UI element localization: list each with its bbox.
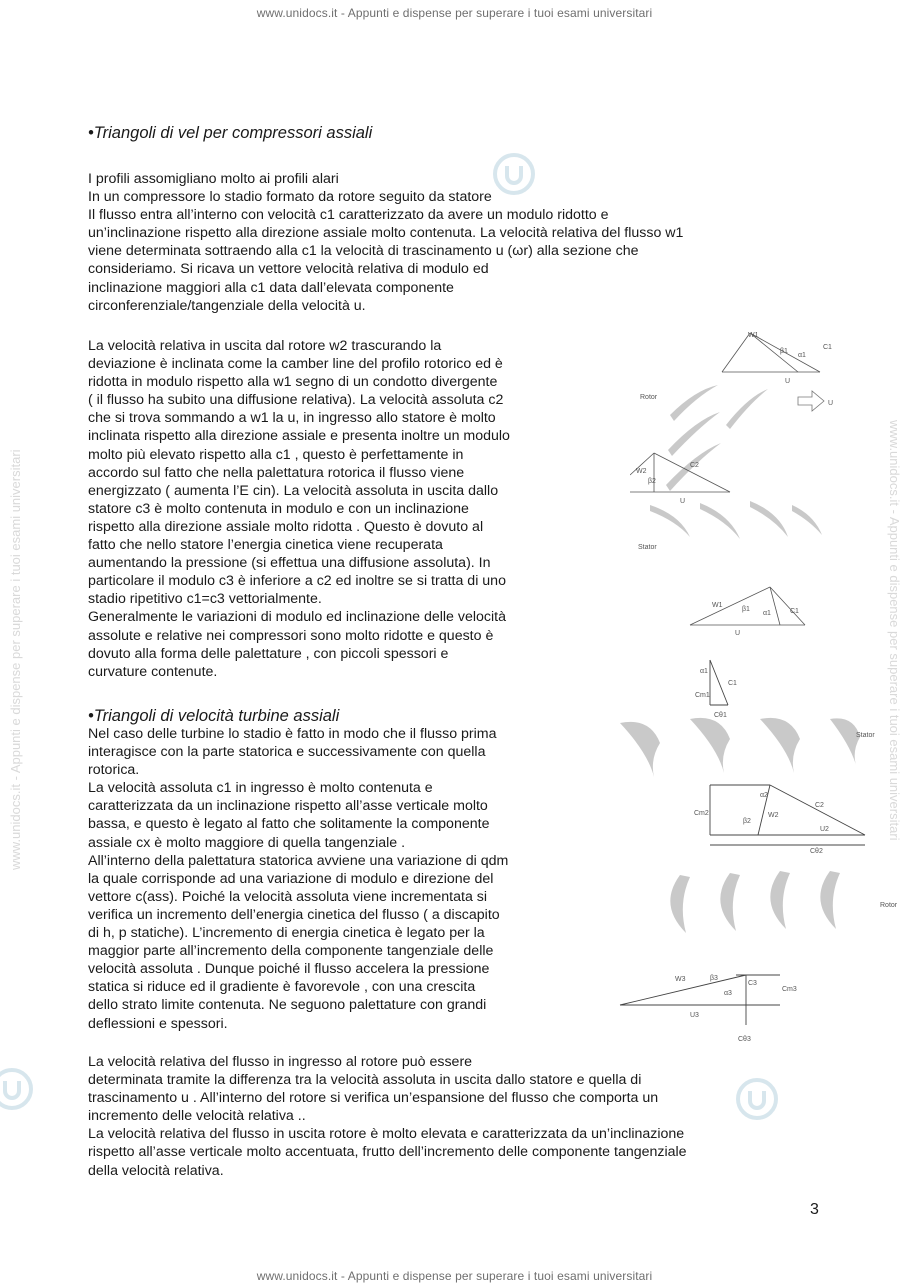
- footer-banner: www.unidocs.it - Appunti e dispense per superare i tuoi esami universitari: [256, 1269, 653, 1283]
- turbine-inlet-triangle: [710, 660, 728, 705]
- tri2-u-label: U: [680, 498, 686, 505]
- inlet-ct-label: Cθ1: [714, 712, 727, 719]
- tri2-beta-label: β2: [648, 478, 656, 485]
- tri3-c-label: C1: [790, 608, 799, 615]
- inlet-cm-label: Cm1: [695, 692, 710, 699]
- tri3-beta-label: β1: [742, 606, 750, 613]
- section-title-turbines: •Triangoli di velocità turbine assiali: [88, 707, 340, 725]
- mid-beta-label: β2: [743, 818, 751, 825]
- tri1-w-label: W1: [748, 332, 759, 339]
- section2-paragraph1: Nel caso delle turbine lo stadio è fatto in modo che il flusso prima interagisce con la parte statorica e successivamente con quella rotorica. La velocità assoluta c1 in ingresso è molto contenuta e caratterizzata da un inclinazione rispetto all’asse verticale molto bassa, e questo è legato al fatto che solitamente la componente assiale cx è molto maggiore di quella tangenziale . All’interno della palettatura statorica avviene una variazione di qdm la quale corrisponde ad una variazione di modulo e direzione del vettore c(ass). Poiché la velocità assoluta viene incrementata si verifica un incremento dell’energia cinetica del flusso ( a discapito di h, p statiche). L’incremento di energia cinetica è legato per la maggior parte all’incremento della componente tangenziale delle velocità assoluta . Dunque poiché il flusso accelera la pressione statica si riduce ed il gradiente è favorevole , con una crescita dello strato limite contenuta. Ne seguono palettature con grandi deflessioni e spessori.: [88, 726, 509, 1032]
- section1-paragraph2: La velocità relativa in uscita dal rotore w2 trascurando la deviazione è inclinata come la camber line del profilo rotorico ed è ridotta in modulo rispetto alla w1 segno di un condotto divergente ( il flusso ha subito una diffusione relativa). La velocità assoluta c2 che si trova sommando a w1 la u, in ingresso allo statore è molto inclinata rispetto alla direzione assiale e presenta inoltre un modulo molto più elevato rispetto alla c1 , questo è perfettamente in accordo sul fatto che nella palettatura rotorica il flusso viene energizzato ( aumenta l’E cin). La velocità assoluta in uscita dallo statore c3 è molto contenuta in modulo e con un inclinazione rispetto alla direzione assiale molto ridotta . Questo è dovuto al fatto che nello statore l’energia cinetica viene recuperata aumentando la pressione (si effettua una diffusione assoluta). In particolare il modulo c3 è inferiore a c2 ed inoltre se si tratta di uno stadio ripetitivo c1=c3 vettorialmente. Generalmente le variazioni di modulo ed inclinazione delle velocità assolute e relative nei compressori sono molto ridotte e questo è dovuto alla forma delle palettature , con piccoli spessori e curvature contenute.: [88, 338, 510, 680]
- mid-cm-label: Cm2: [694, 810, 709, 817]
- rotor-blades: [666, 385, 768, 491]
- turbine-rotor-blades: [670, 871, 840, 933]
- tri3-u-label: U: [735, 630, 741, 637]
- tri1-u-label: U: [785, 378, 791, 385]
- tri3-alpha-label: α1: [763, 610, 771, 617]
- turbine-stator-blades: [620, 718, 860, 777]
- stator-label-turbine: Stator: [856, 732, 875, 739]
- exit-beta-label: β3: [710, 975, 718, 982]
- mid-w-label: W2: [768, 812, 779, 819]
- mid-u-label: U2: [820, 826, 829, 833]
- exit-u-label: U3: [690, 1012, 699, 1019]
- header-banner: www.unidocs.it - Appunti e dispense per superare i tuoi esami universitari: [256, 6, 653, 20]
- exit-alpha-label: α3: [724, 990, 732, 997]
- tri1-c-label: C1: [823, 344, 832, 351]
- unidocs-logo-icon: [0, 1065, 36, 1113]
- exit-cm-label: Cm3: [782, 986, 797, 993]
- exit-c-label: C3: [748, 980, 757, 987]
- section2-paragraph2: La velocità relativa del flusso in ingresso al rotore può essere determinata tramite la differenza tra la velocità assoluta in uscita dallo statore e quella di trascinamento u . All’interno del rotore si verifica un’espansione del flusso che comporta un incremento delle velocità relativa .. La velocità relativa del flusso in uscita rotore è molto elevata e caratterizzata da un’inclinazione rispetto all’asse verticale molto accentuata, frutto dell’incremento delle componente tangenziale della velocità relativa.: [88, 1054, 687, 1179]
- rotor-label-compressor: Rotor: [640, 394, 658, 401]
- tri2-c-label: C2: [690, 462, 699, 469]
- tri1-alpha-label: α1: [798, 352, 806, 359]
- exit-ct-label: Cθ3: [738, 1036, 751, 1043]
- tri3-w-label: W1: [712, 602, 723, 609]
- stator-blades: [650, 501, 822, 539]
- inlet-alpha-label: α1: [700, 668, 708, 675]
- mid-alpha-label: α2: [760, 792, 768, 799]
- u-arrow-label: U: [828, 400, 834, 407]
- mid-c-label: C2: [815, 802, 824, 809]
- stator-label-compressor: Stator: [638, 544, 657, 551]
- side-watermark-left: www.unidocs.it - Appunti e dispense per superare i tuoi esami universitari: [8, 449, 23, 870]
- compressor-velocity-triangles-figure: [630, 315, 850, 645]
- side-watermark-right: www.unidocs.it - Appunti e dispense per superare i tuoi esami universitari: [887, 420, 902, 841]
- section1-paragraph1: I profili assomigliano molto ai profili alari In un compressore lo stadio formato da rotore seguito da statore Il flusso entra all’interno con velocità c1 caratterizzato da avere un modulo ridotto e un’inclinazione rispetto alla direzione assiale molto contenuta. La velocità relativa del flusso w1 viene determinata sottraendo alla c1 la velocità di trascinamento u (ωr) alla sezione che consideriamo. Si ricava un vettore velocità relativa di modulo ed inclinazione maggiori alla c1 data dall’elevata componente circonferenziale/tangenziale della velocità u.: [88, 171, 684, 314]
- exit-w-label: W3: [675, 976, 686, 983]
- rotor-label-turbine: Rotor: [880, 902, 898, 909]
- turbine-mid-triangle: [710, 785, 865, 845]
- inlet-c-label: C1: [728, 680, 737, 687]
- mid-ct-label: Cθ2: [810, 848, 823, 855]
- u-direction-arrow-icon: [798, 391, 824, 411]
- turbine-velocity-triangles-figure: [610, 645, 900, 1050]
- tri1-beta-label: β1: [780, 348, 788, 355]
- page-number: 3: [810, 1201, 819, 1218]
- tri2-w-label: W2: [636, 468, 647, 475]
- section-title-compressors: •Triangoli di vel per compressori assiali: [88, 124, 373, 142]
